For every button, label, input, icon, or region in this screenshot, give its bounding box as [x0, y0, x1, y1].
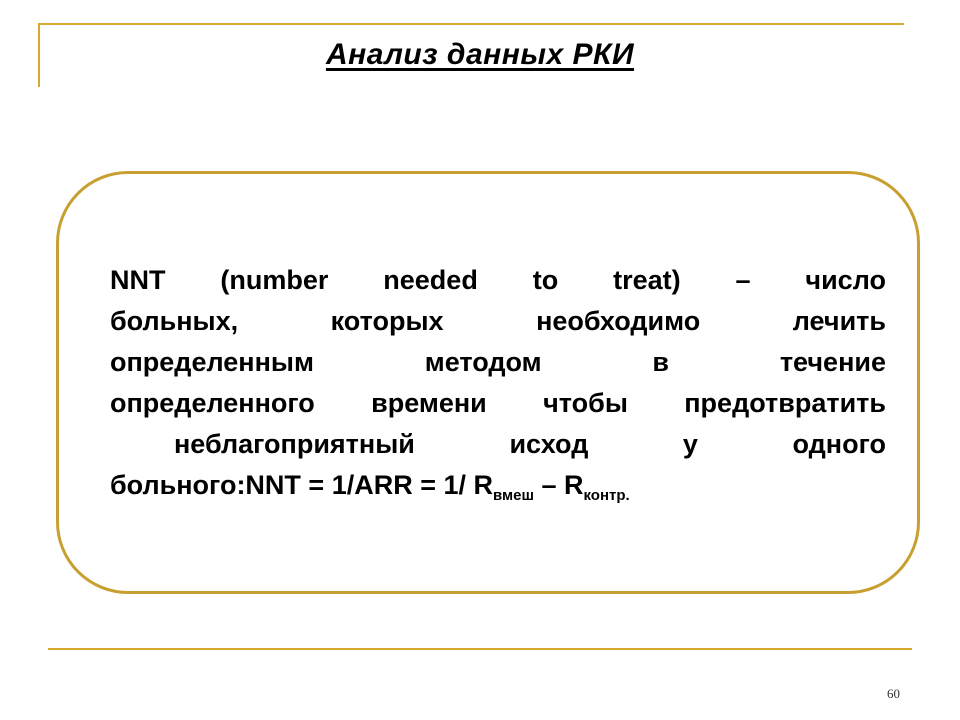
slide-title: Анализ данных РКИ [325, 38, 635, 71]
definition-text [110, 260, 886, 516]
formula-prefix: больного [110, 470, 237, 500]
formula-subscript-intervention: вмеш [493, 487, 534, 504]
formula-subscript-control: контр. [583, 487, 630, 504]
formula-dash: – R [533, 470, 584, 500]
definition-line-5: неблагоприятный исход у одного [174, 429, 886, 459]
formula-line [110, 465, 886, 516]
definition-line-3: определенным методом в течение [110, 347, 886, 377]
definition-line-1: NNT (number needed to treat) – число [110, 265, 886, 295]
bottom-divider [48, 648, 912, 650]
definition-line-4: определенного времени чтобы предотвратить [110, 388, 886, 418]
page-number: 60 [887, 686, 900, 701]
top-divider [38, 23, 904, 25]
definition-line-2: больных, которых необходимо лечить [110, 306, 886, 336]
formula-main: :NNT = 1/ARR = 1/ R [236, 470, 493, 500]
